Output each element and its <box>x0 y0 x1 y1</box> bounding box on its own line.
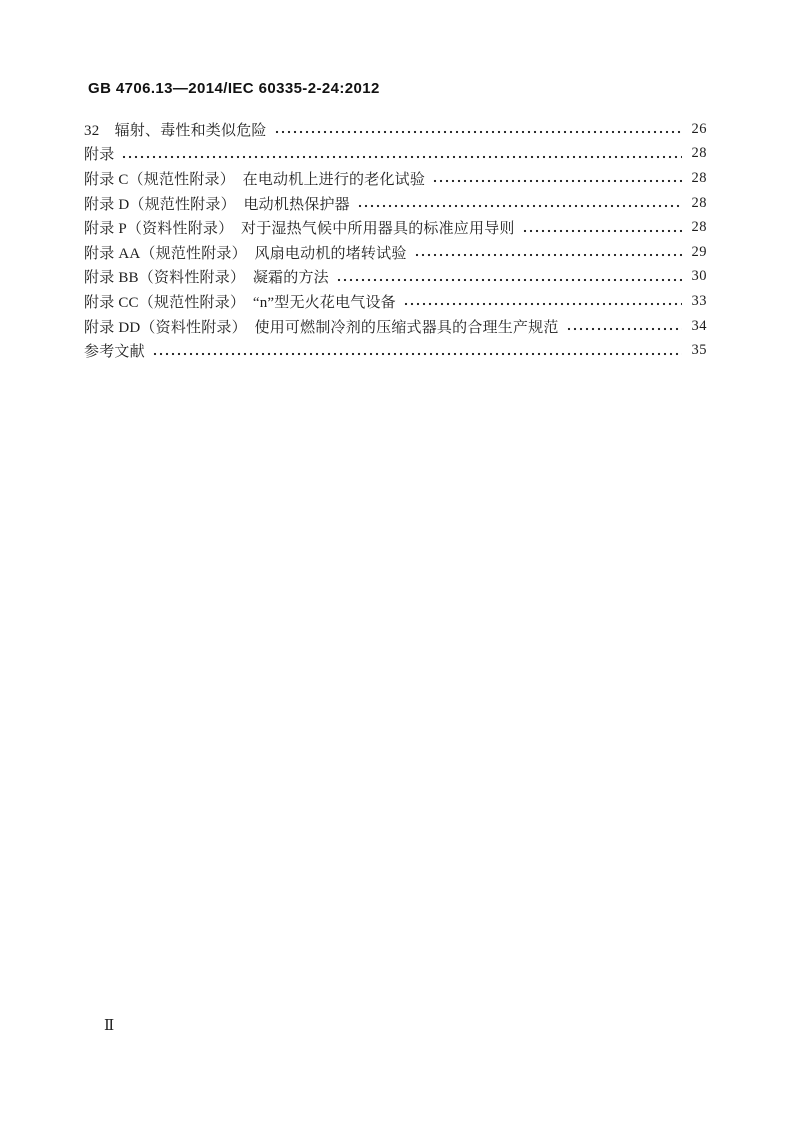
toc-entry-text: 附录 <box>84 147 115 164</box>
dot-leader <box>566 327 682 331</box>
toc-entry-page: 34 <box>691 317 707 334</box>
toc-entry-page: 28 <box>691 145 707 162</box>
toc-entry <box>84 215 707 240</box>
toc-entry <box>84 166 707 191</box>
table-of-contents <box>84 117 707 363</box>
toc-entry-page: 29 <box>691 243 707 260</box>
toc-entry-text: 32 辐射、毒性和类似危险 <box>84 122 267 139</box>
dot-leader <box>274 130 682 134</box>
dot-leader <box>336 278 682 282</box>
toc-entry <box>84 314 707 339</box>
toc-entry <box>84 289 707 314</box>
toc-entry-text: 附录 D（规范性附录） 电动机热保护器 <box>84 196 350 213</box>
toc-entry-page: 28 <box>691 194 707 211</box>
toc-entry <box>84 240 707 265</box>
toc-entry-page: 28 <box>691 219 707 236</box>
toc-entry-text: 附录 P（资料性附录） 对于湿热气候中所用器具的标准应用导则 <box>84 221 515 238</box>
toc-entry-page: 28 <box>691 169 707 186</box>
toc-entry-text: 附录 C（规范性附录） 在电动机上进行的老化试验 <box>84 171 426 188</box>
dot-leader <box>403 302 682 306</box>
toc-entry-page: 33 <box>691 292 707 309</box>
dot-leader <box>152 352 682 356</box>
toc-entry <box>84 117 707 142</box>
toc-entry-text: 参考文献 <box>84 344 145 361</box>
toc-entry-text: 附录 DD（资料性附录） 使用可燃制冷剂的压缩式器具的合理生产规范 <box>84 319 559 336</box>
dot-leader <box>432 179 682 183</box>
toc-entry-page: 26 <box>691 120 707 137</box>
toc-entry <box>84 142 707 167</box>
dot-leader <box>121 155 682 159</box>
toc-entry <box>84 191 707 216</box>
footer-page-number: Ⅱ <box>104 1018 115 1034</box>
toc-entry-text: 附录 BB（资料性附录） 凝霜的方法 <box>84 270 329 287</box>
dot-leader <box>414 253 682 257</box>
toc-entry-page: 30 <box>691 268 707 285</box>
standard-number-header: GB 4706.13—2014/IEC 60335-2-24:2012 <box>88 80 380 97</box>
dot-leader <box>522 229 682 233</box>
toc-entry <box>84 338 707 363</box>
toc-entry-text: 附录 CC（规范性附录） “n”型无火花电气设备 <box>84 294 396 311</box>
dot-leader <box>357 204 682 208</box>
toc-entry-page: 35 <box>691 342 707 359</box>
toc-entry <box>84 265 707 290</box>
toc-entry-text: 附录 AA（规范性附录） 风扇电动机的堵转试验 <box>84 245 407 262</box>
